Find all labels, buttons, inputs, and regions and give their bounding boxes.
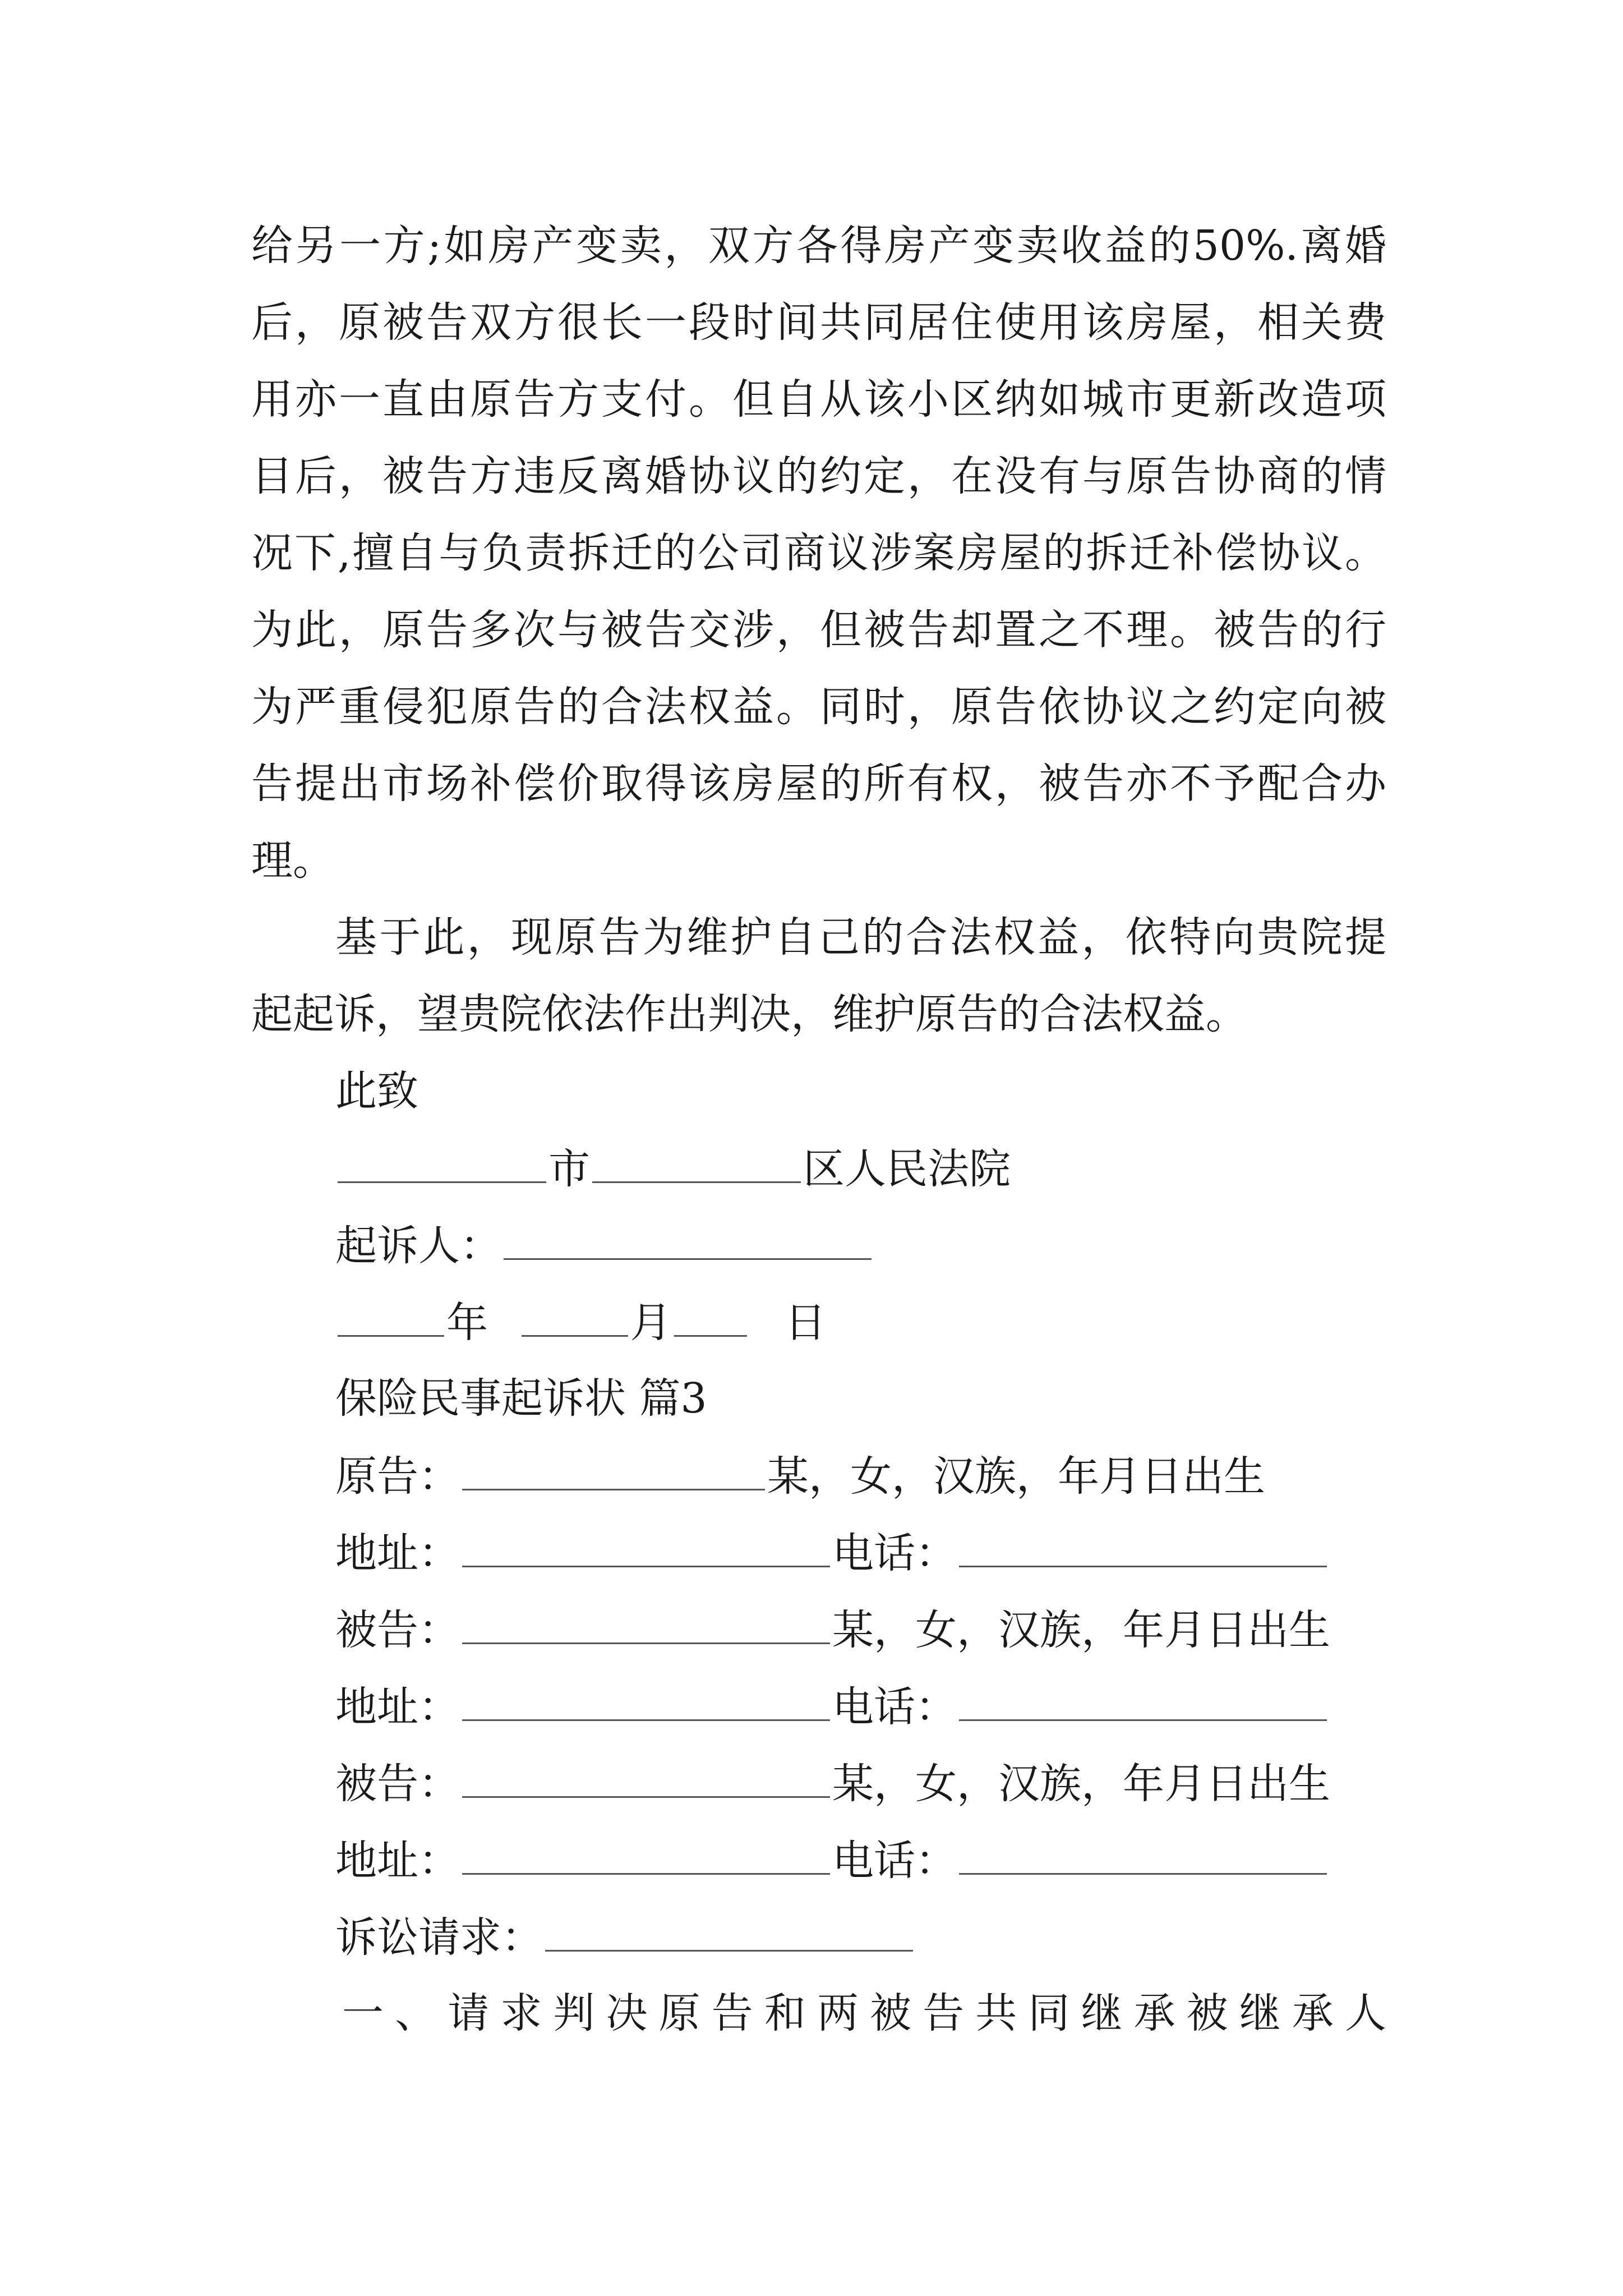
claims-line [335, 1908, 1386, 1964]
address-label: 地址： [335, 1683, 460, 1731]
phone-label: 电话： [832, 1837, 957, 1885]
defendant-line [335, 1601, 1386, 1657]
claims-label: 诉讼请求： [335, 1913, 543, 1962]
plaintiff-suffix: 某，女，汉族，年月日出生 [767, 1452, 1265, 1501]
claim-item: 一、请求判决原告和两被告共同继承被继承人 [342, 1989, 1386, 2037]
defendant-line [335, 1755, 1386, 1811]
body-line: 理。 [251, 836, 334, 885]
address-line [335, 1832, 1386, 1888]
body-line: 给另一方;如房产变卖，双方各得房产变卖收益的50%.离婚 [251, 222, 1386, 270]
city-blank [338, 1140, 546, 1183]
district-suffix: 区人民法院 [803, 1145, 1011, 1193]
body-line: 基于此，现原告为维护自己的合法权益，依特向贵院提 [335, 913, 1386, 961]
body-line: 用亦一直由原告方支付。但自从该小区纳如城市更新改造项 [251, 375, 1386, 424]
salutation: 此致 [335, 1067, 418, 1115]
address-blank [462, 1832, 830, 1875]
defendant-label: 被告： [335, 1760, 460, 1808]
phone-label: 电话： [832, 1683, 957, 1731]
address-line [335, 1524, 1386, 1580]
body-line: 后，原被告双方很长一段时间共同居住使用该房屋，相关费 [251, 298, 1386, 347]
plaintiff-signature-line [335, 1217, 1386, 1273]
plaintiff-name-blank [462, 1447, 765, 1490]
body-line: 为此，原告多次与被告交涉，但被告却置之不理。被告的行 [251, 606, 1386, 654]
body-line: 告提出市场补偿价取得该房屋的所有权，被告亦不予配合办 [251, 760, 1386, 808]
defendant-name-blank [462, 1755, 830, 1798]
phone-label: 电话： [832, 1529, 957, 1577]
date-line [335, 1294, 1386, 1350]
month-blank [522, 1294, 628, 1337]
address-blank [462, 1678, 830, 1721]
phone-blank [959, 1678, 1327, 1721]
claims-blank [545, 1908, 913, 1952]
plaintiff-sign-label: 起诉人： [335, 1222, 501, 1270]
address-line [335, 1678, 1386, 1734]
body-line: 为严重侵犯原告的合法权益。同时，原告依协议之约定向被 [251, 683, 1386, 731]
year-label: 年 [446, 1299, 488, 1347]
section-title: 保险民事起诉状 篇3 [335, 1374, 707, 1423]
address-blank [462, 1524, 830, 1567]
year-blank [338, 1294, 444, 1337]
plaintiff-line [335, 1447, 1386, 1503]
body-line: 目后，被告方违反离婚协议的约定，在没有与原告协商的情 [251, 452, 1386, 500]
body-line: 况下,擅自与负责拆迁的公司商议涉案房屋的拆迁补偿协议。 [251, 529, 1386, 577]
phone-blank [959, 1832, 1327, 1875]
court-line [335, 1140, 1386, 1196]
body-line: 起起诉，望贵院依法作出判决，维护原告的合法权益。 [251, 990, 1247, 1038]
defendant-suffix: 某，女，汉族，年月日出生 [832, 1760, 1330, 1808]
day-blank [674, 1294, 747, 1337]
defendant-label: 被告： [335, 1606, 460, 1654]
month-label: 月 [630, 1299, 672, 1347]
address-label: 地址： [335, 1837, 460, 1885]
district-blank [592, 1140, 801, 1183]
plaintiff-label: 原告： [335, 1452, 460, 1501]
defendant-suffix: 某，女，汉族，年月日出生 [832, 1606, 1330, 1654]
address-label: 地址： [335, 1529, 460, 1577]
plaintiff-sign-blank [504, 1217, 872, 1260]
city-suffix: 市 [548, 1145, 590, 1193]
phone-blank [959, 1524, 1327, 1567]
day-label: 日 [785, 1299, 827, 1347]
defendant-name-blank [462, 1601, 830, 1644]
